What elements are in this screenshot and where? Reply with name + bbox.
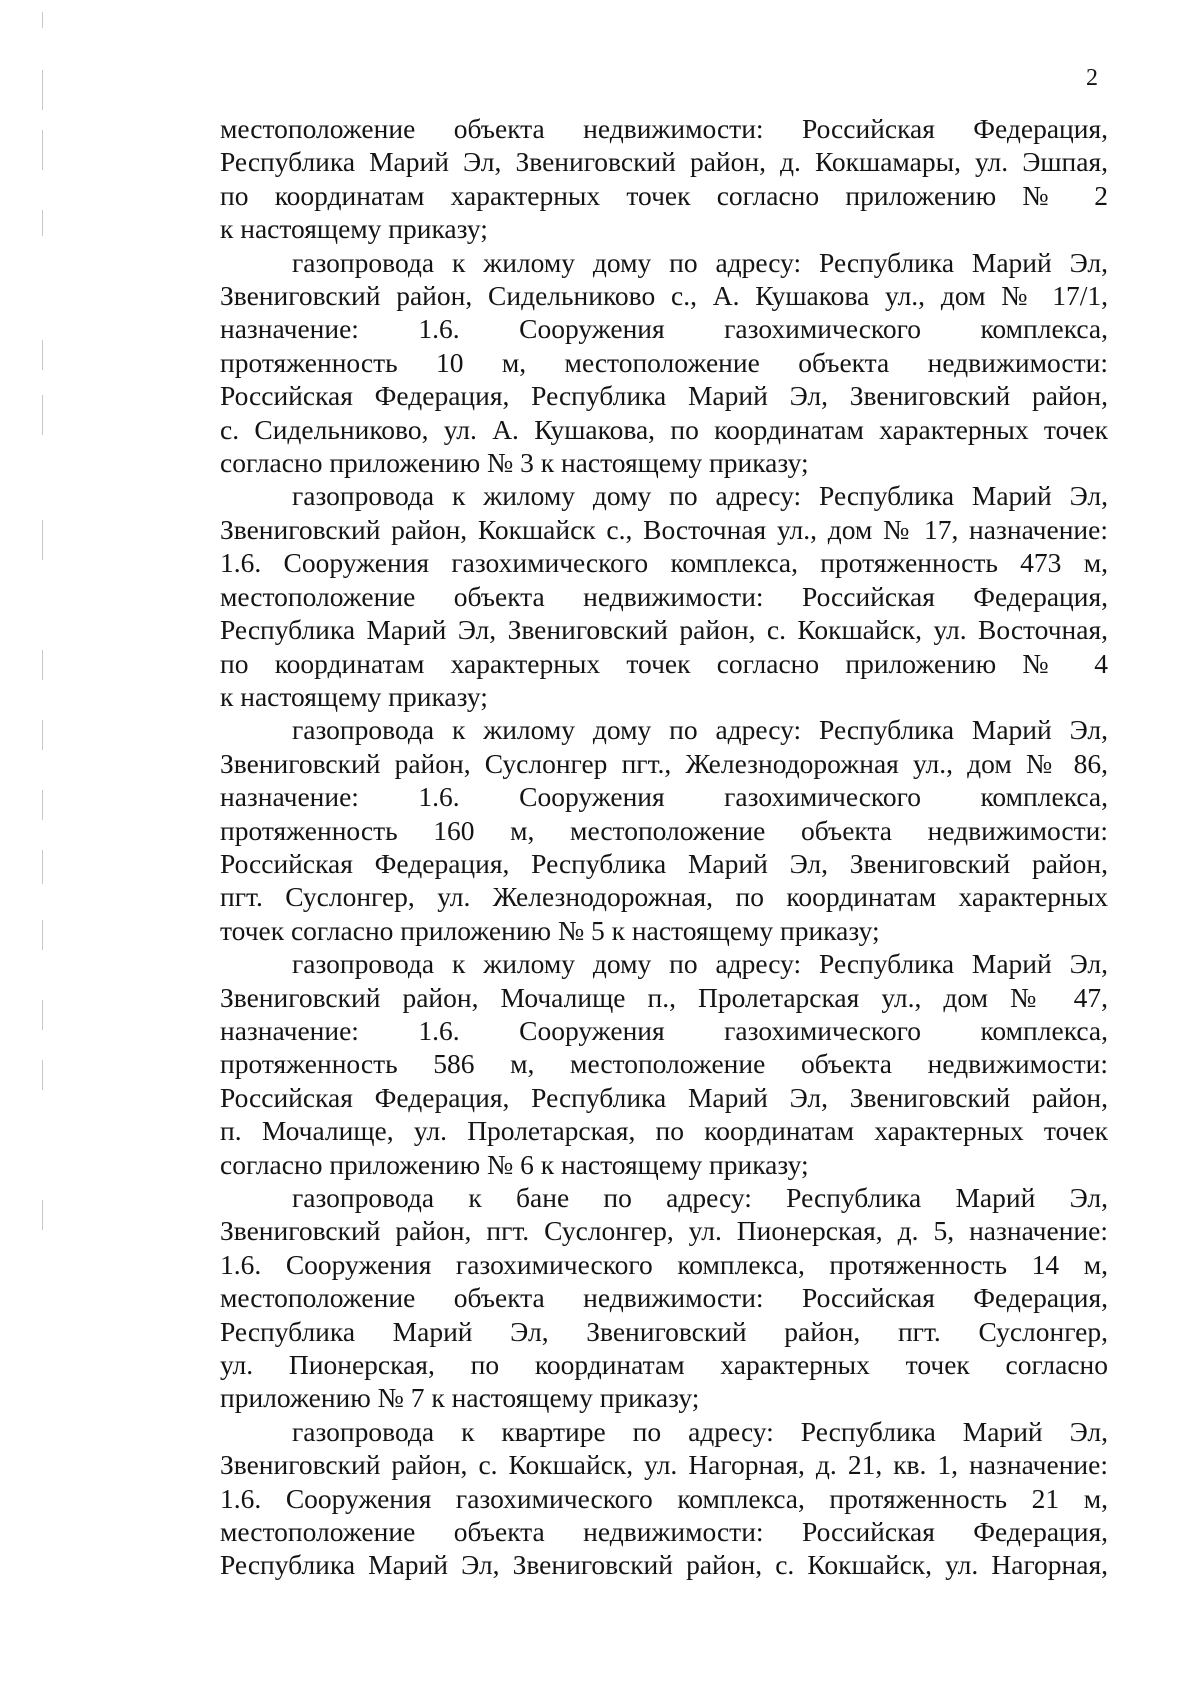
text-line: местоположение объекта недвижимости: Российская Федерация, (220, 1282, 1108, 1314)
text-line: Российская Федерация, Республика Марий Эл, Звениговский район, (220, 380, 1108, 412)
text-line: Российская Федерация, Республика Марий Эл, Звениговский район, (220, 1081, 1108, 1113)
text-line: ул. Пионерская, по координатам характерных точек согласно (220, 1349, 1108, 1381)
text-line: к настоящему приказу; (220, 680, 488, 712)
scan-margin-mark (42, 1060, 43, 1090)
text-line: Республика Марий Эл, Звениговский район, пгт. Суслонгер, (220, 1315, 1108, 1347)
scan-margin-mark (42, 210, 43, 236)
text-line: Российская Федерация, Республика Марий Эл, Звениговский район, (220, 847, 1108, 879)
scan-margin-mark (42, 720, 43, 750)
paragraph-gas-pipeline-mochalishche (220, 947, 1108, 1181)
text-line: протяженность 586 м, местоположение объекта недвижимости: (220, 1048, 1108, 1080)
text-line: с. Сидельниково, ул. А. Кушакова, по координатам характерных точек (220, 413, 1108, 445)
text-line: газопровода к жилому дому по адресу: Республика Марий Эл, (292, 246, 1108, 278)
text-line: к настоящему приказу; (220, 213, 488, 245)
document-body (220, 112, 1108, 1582)
scan-margin-mark (42, 70, 43, 110)
scan-margin-mark (42, 130, 43, 170)
text-line: Звениговский район, с. Кокшайск, ул. Нагорная, д. 21, кв. 1, назначение: (220, 1449, 1108, 1481)
text-line: назначение: 1.6. Сооружения газохимического комплекса, (220, 781, 1108, 813)
text-line: Республика Марий Эл, Звениговский район, с. Кокшайск, ул. Нагорная, (220, 1549, 1108, 1581)
text-line: Звениговский район, пгт. Суслонгер, ул. Пионерская, д. 5, назначение: (220, 1215, 1108, 1247)
text-line: местоположение объекта недвижимости: Российская Федерация, (220, 1516, 1108, 1548)
paragraph-gas-pipeline-bathhouse-suslonger (220, 1181, 1108, 1415)
text-line: приложению № 7 к настоящему приказу; (220, 1382, 700, 1414)
text-line: газопровода к жилому дому по адресу: Республика Марий Эл, (292, 480, 1108, 512)
text-line: местоположение объекта недвижимости: Российская Федерация, (220, 580, 1108, 612)
scan-margin-mark (42, 340, 43, 370)
text-line: пгт. Суслонгер, ул. Железнодорожная, по координатам характерных (220, 881, 1108, 913)
text-line: точек согласно приложению № 5 к настоящему приказу; (220, 914, 880, 946)
scan-margin-mark (42, 395, 43, 435)
text-line: по координатам характерных точек согласно приложению № 2 (220, 179, 1108, 211)
page-number: 2 (1086, 65, 1098, 91)
text-line: Звениговский район, Сидельниково с., А. Кушакова ул., дом № 17/1, (220, 280, 1108, 312)
paragraph-gas-pipeline-sidelnikovo (220, 246, 1108, 480)
scan-margin-mark (42, 650, 43, 680)
scan-margin-mark (42, 920, 43, 950)
paragraph-gas-pipeline-apartment-kokshaysk (220, 1415, 1108, 1582)
text-line: Звениговский район, Мочалище п., Пролетарская ул., дом № 47, (220, 981, 1108, 1013)
text-line: по координатам характерных точек согласно приложению № 4 (220, 647, 1108, 679)
text-line: 1.6. Сооружения газохимического комплекса, протяженность 14 м, (220, 1248, 1108, 1280)
text-line: газопровода к жилому дому по адресу: Республика Марий Эл, (292, 714, 1108, 746)
paragraph-gas-pipeline-suslonger-zheleznodorozhnaya (220, 713, 1108, 947)
text-line: Республика Марий Эл, Звениговский район, с. Кокшайск, ул. Восточная, (220, 614, 1108, 646)
text-line: газопровода к бане по адресу: Республика Марий Эл, (292, 1182, 1108, 1213)
text-line: назначение: 1.6. Сооружения газохимического комплекса, (220, 313, 1108, 345)
text-line: назначение: 1.6. Сооружения газохимического комплекса, (220, 1014, 1108, 1046)
text-line: протяженность 160 м, местоположение объекта недвижимости: (220, 814, 1108, 846)
scan-margin-mark (42, 850, 43, 884)
text-line: п. Мочалище, ул. Пролетарская, по координатам характерных точек (220, 1115, 1108, 1147)
text-line: согласно приложению № 6 к настоящему приказу; (220, 1148, 809, 1180)
scan-margin-mark (42, 520, 43, 560)
text-line: Звениговский район, Суслонгер пгт., Железнодорожная ул., дом № 86, (220, 747, 1108, 779)
text-line: газопровода к квартире по адресу: Республика Марий Эл, (292, 1415, 1108, 1447)
paragraph-location-koksharmary (220, 112, 1108, 246)
text-line: согласно приложению № 3 к настоящему приказу; (220, 447, 809, 479)
scan-margin-mark (42, 1000, 43, 1030)
scan-margin-mark (42, 1200, 43, 1230)
paragraph-gas-pipeline-kokshaysk-vostochnaya (220, 479, 1108, 713)
text-line: местоположение объекта недвижимости: Российская Федерация, (220, 113, 1108, 144)
text-line: 1.6. Сооружения газохимического комплекса, протяженность 21 м, (220, 1482, 1108, 1514)
text-line: протяженность 10 м, местоположение объекта недвижимости: (220, 346, 1108, 378)
text-line: Республика Марий Эл, Звениговский район, д. Кокшамары, ул. Эшпая, (220, 146, 1108, 178)
scan-margin-mark (42, 790, 43, 820)
text-line: газопровода к жилому дому по адресу: Республика Марий Эл, (292, 948, 1108, 980)
text-line: Звениговский район, Кокшайск с., Восточная ул., дом № 17, назначение: (220, 513, 1108, 545)
scan-margin-mark (42, 12, 43, 28)
text-line: 1.6. Сооружения газохимического комплекса, протяженность 473 м, (220, 547, 1108, 579)
